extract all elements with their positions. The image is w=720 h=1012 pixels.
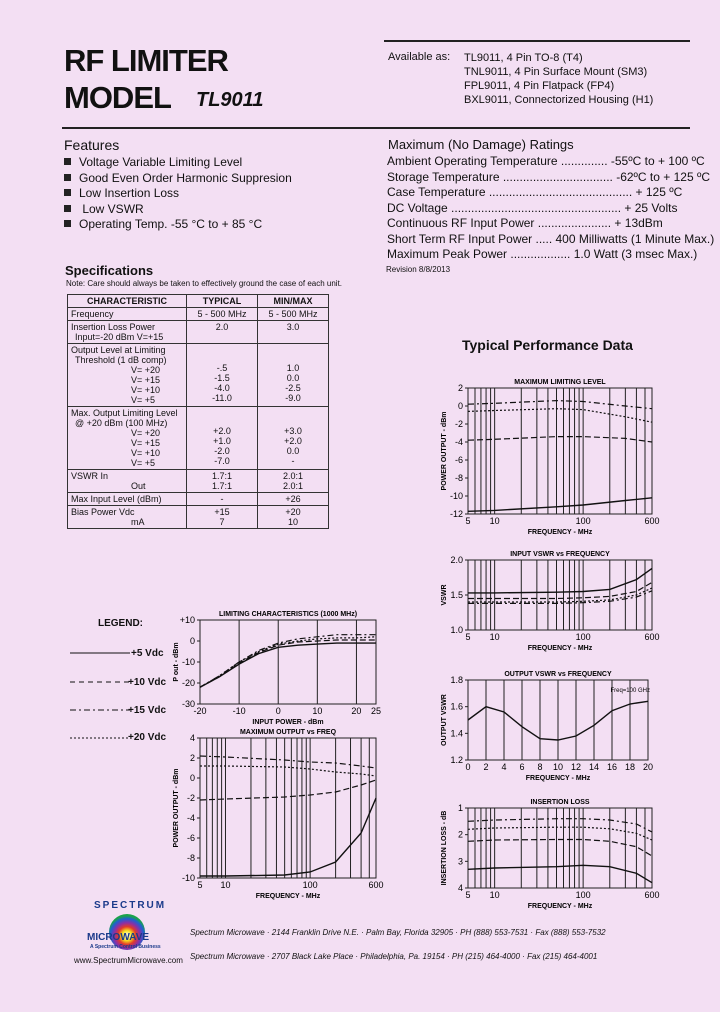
cell-line: Insertion Loss Power <box>71 322 156 332</box>
typical-cell <box>187 407 258 470</box>
chart-max-output-vs-freq <box>170 728 386 910</box>
y-tick-label: -6 <box>454 455 463 465</box>
cell-line: 10 <box>287 517 298 527</box>
cell-line: Out <box>131 481 146 491</box>
legend-heading: LEGEND: <box>98 618 143 629</box>
cell-line: -2.0 <box>214 446 230 456</box>
chart-insertion-loss <box>432 794 662 916</box>
plot-frame <box>468 560 652 630</box>
footer-website[interactable]: www.SpectrumMicrowave.com <box>74 956 183 965</box>
x-tick-label: 600 <box>368 880 384 890</box>
plot-frame <box>468 808 652 888</box>
x-tick-label: 100 <box>302 880 318 890</box>
cell-line <box>190 417 254 426</box>
x-tick-label: 10 <box>552 762 564 772</box>
characteristic-cell <box>68 506 187 529</box>
series-line-5Vdc <box>200 798 376 876</box>
series-line-10Vdc <box>468 840 652 857</box>
rating-item: Case Temperature ........................................... + 125 ºC <box>387 185 683 199</box>
cell-line: VSWR In <box>71 471 109 481</box>
cell-line: +3.0 <box>284 426 302 436</box>
y-tick-label: 2 <box>457 383 463 393</box>
x-tick-label: 100 <box>575 890 591 900</box>
y-tick-label: -10 <box>181 657 195 667</box>
cell-line: 1.7:1 <box>211 481 233 491</box>
x-tick-label: -10 <box>232 706 246 716</box>
x-tick-label: 8 <box>537 762 543 772</box>
cell-line: mA <box>131 517 145 527</box>
cell-line: - <box>291 456 295 466</box>
y-tick-label: 0 <box>457 401 463 411</box>
features-list <box>64 155 292 233</box>
cell-line: V= +20 <box>131 365 161 375</box>
series-line-10Vdc <box>468 582 652 598</box>
y-tick-label: 1.4 <box>450 728 463 739</box>
x-tick-label: 100 <box>575 516 591 526</box>
minmax-cell <box>258 407 329 470</box>
cell-line <box>261 354 325 363</box>
ratings-list <box>387 154 715 263</box>
plot-frame <box>200 738 376 878</box>
chart-output-vswr <box>432 664 690 794</box>
cell-line: V= +5 <box>131 458 156 468</box>
y-tick-label: 1.8 <box>450 675 463 685</box>
cell-line: V= +10 <box>131 385 161 395</box>
y-tick-label: -10 <box>181 873 195 883</box>
table-row <box>68 321 329 344</box>
minmax-cell <box>258 506 329 529</box>
series-line-15Vdc <box>468 409 652 423</box>
minmax-cell <box>258 493 329 506</box>
y-tick-label: 3 <box>457 856 463 867</box>
y-tick-label: 1.5 <box>450 590 463 600</box>
header-rule <box>62 127 690 129</box>
feature-item: Voltage Variable Limiting Level <box>64 155 292 171</box>
typical-cell <box>187 493 258 506</box>
typical-cell <box>187 506 258 529</box>
x-tick-label: 600 <box>644 632 660 642</box>
legend-item: +5 Vdc <box>131 648 164 659</box>
feature-item: Good Even Order Harmonic Suppresion <box>64 171 292 187</box>
title-line1: RF LIMITER <box>64 43 228 78</box>
spec-table <box>67 294 329 529</box>
column-header: TYPICAL <box>187 295 258 308</box>
x-axis-label: FREQUENCY - MHz <box>527 903 593 910</box>
y-tick-label: 1.6 <box>450 701 463 712</box>
series-line-15Vdc <box>468 588 652 602</box>
cell-line: +20 <box>285 507 301 517</box>
x-tick-label: 0 <box>465 762 471 772</box>
y-tick-label: 0 <box>189 773 195 783</box>
cell-line: Output Level at Limiting <box>71 345 166 355</box>
logo-text-mid: MICROWAVE <box>87 932 150 943</box>
cell-line <box>261 408 325 417</box>
cell-line: Max. Output Limiting Level <box>71 408 178 418</box>
available-list <box>464 51 653 107</box>
feature-item: Low VSWR <box>64 202 292 218</box>
spec-note: Note: Care should always be taken to effectively ground the case of each unit. <box>66 279 343 288</box>
rating-item: Maximum Peak Power .................. 1.0 Watt (3 msec Max.) <box>387 247 698 261</box>
cell-line: +15 <box>214 507 230 517</box>
chart-title: LIMITING CHARACTERISTICS (1000 MHz) <box>218 611 358 618</box>
series-line-10Vdc <box>200 780 376 800</box>
y-tick-label: -6 <box>186 833 195 843</box>
logo-text-sub: A Spectrum Control Business <box>90 944 161 950</box>
series-line-5Vdc <box>468 498 652 512</box>
chart-max-limiting-level <box>432 374 662 540</box>
table-row <box>68 344 329 407</box>
available-item: FPL9011, 4 Pin Flatpack (FP4) <box>464 80 615 92</box>
chart-title: MAXIMUM OUTPUT vs FREQ <box>239 729 337 736</box>
feature-item: Operating Temp. -55 °C to + 85 °C <box>64 217 292 233</box>
y-tick-label: -4 <box>454 437 463 447</box>
legend <box>68 618 178 748</box>
footer-address-2: Spectrum Microwave · 2707 Black Lake Place · Philadelphia, Pa. 19154 · PH (215) 464-4000 · Fax (215) 464-4001 <box>190 952 598 961</box>
x-tick-label: 5 <box>465 632 471 642</box>
x-axis-label: FREQUENCY - MHz <box>527 645 593 652</box>
cell-line: Bias Power Vdc <box>71 507 135 517</box>
revision: Revision 8/8/2013 <box>386 265 451 274</box>
chart-title: INPUT VSWR vs FREQUENCY <box>510 551 610 558</box>
cell-line: -11.0 <box>212 393 232 403</box>
cell-line: 0.0 <box>286 446 300 456</box>
y-tick-label: 2 <box>457 829 463 840</box>
x-axis-label: FREQUENCY - MHz <box>255 893 321 900</box>
x-tick-label: -20 <box>193 706 207 716</box>
y-tick-label: -12 <box>449 509 463 519</box>
x-tick-label: 600 <box>644 516 660 526</box>
available-item: BXL9011, Connectorized Housing (H1) <box>464 94 654 106</box>
y-tick-label: -30 <box>181 699 195 709</box>
x-tick-label: 5 <box>465 516 471 526</box>
cell-line <box>261 417 325 426</box>
x-tick-label: 0 <box>275 706 281 716</box>
y-tick-label: +10 <box>179 615 195 625</box>
rating-item: Continuous RF Input Power ...................... + 13dBm <box>387 216 663 230</box>
cell-line: 2.0:1 <box>282 481 304 491</box>
y-tick-label: 4 <box>189 733 195 743</box>
y-axis-label: P out - dBm <box>173 642 180 682</box>
cell-line: Input=-20 dBm V=+15 <box>75 332 164 342</box>
x-tick-label: 6 <box>519 762 525 772</box>
ratings-heading: Maximum (No Damage) Ratings <box>388 137 574 152</box>
plot-frame <box>468 388 652 514</box>
y-axis-label: OUTPUT VSWR <box>441 694 448 746</box>
cell-line: - <box>220 494 224 504</box>
rating-item: DC Voltage ................................................... + 25 Volts <box>387 200 678 215</box>
series-line-20Vdc <box>200 756 376 768</box>
y-tick-label: 2 <box>189 753 195 763</box>
y-tick-label: 1.0 <box>450 625 463 635</box>
legend-item: +20 Vdc <box>128 732 167 743</box>
y-tick-label: -8 <box>186 853 195 863</box>
cell-line: 1.7:1 <box>211 471 233 481</box>
y-tick-label: 1.2 <box>450 755 463 765</box>
table-header-row <box>68 295 329 308</box>
series-line-15Vdc <box>200 766 376 776</box>
cell-line: -1.5 <box>214 373 230 383</box>
x-tick-label: 4 <box>501 762 507 772</box>
cell-line: 0.0 <box>286 373 300 383</box>
table-row <box>68 506 329 529</box>
table-row <box>68 407 329 470</box>
cell-line: V= +5 <box>131 395 156 405</box>
characteristic-cell <box>68 344 187 407</box>
cell-line: V= +15 <box>131 438 161 448</box>
x-tick-label: 100 <box>575 632 591 642</box>
series-line-20Vdc <box>468 819 652 832</box>
cell-line: V= +15 <box>131 375 161 385</box>
y-tick-label: -2 <box>454 419 463 429</box>
cell-line: Max Input Level (dBm) <box>71 494 162 504</box>
x-tick-label: 10 <box>489 632 500 642</box>
y-tick-label: 2.0 <box>450 555 463 565</box>
cell-line: +2.0 <box>284 436 302 446</box>
y-tick-label: 4 <box>457 883 463 893</box>
y-tick-label: -2 <box>186 793 195 803</box>
x-tick-label: 16 <box>606 762 618 772</box>
table-row <box>68 493 329 506</box>
cell-line <box>190 354 254 363</box>
model-number: TL9011 <box>196 89 264 111</box>
x-axis-label: INPUT POWER - dBm <box>252 719 324 726</box>
x-tick-label: 10 <box>312 706 323 716</box>
x-tick-label: 10 <box>489 890 500 900</box>
chart-title: OUTPUT VSWR vs FREQUENCY <box>504 671 612 678</box>
series-line-20Vdc <box>468 401 652 409</box>
series-line-10Vdc <box>468 437 652 442</box>
rating-item: Ambient Operating Temperature .............. -55ºC to + 100 ºC <box>387 154 705 168</box>
cell-line: V= +20 <box>131 428 161 438</box>
y-tick-label: 0 <box>189 636 195 646</box>
legend-item: +15 Vdc <box>128 705 167 716</box>
x-tick-label: 20 <box>642 762 654 772</box>
top-rule <box>384 40 690 42</box>
x-tick-label: 10 <box>220 880 231 890</box>
x-tick-label: 14 <box>588 762 600 772</box>
cell-line: Threshold (1 dB comp) <box>75 355 167 365</box>
cell-line: 2.0:1 <box>282 471 304 481</box>
x-tick-label: 5 <box>465 890 471 900</box>
cell-line: V= +10 <box>131 448 161 458</box>
available-item: TL9011, 4 Pin TO-8 (T4) <box>464 52 583 64</box>
y-axis-label: INSERTION LOSS - dB <box>441 810 448 886</box>
x-tick-label: 18 <box>624 762 636 772</box>
y-tick-label: -10 <box>449 491 463 501</box>
typical-cell <box>187 308 258 321</box>
specifications-heading: Specifications <box>65 263 154 278</box>
x-axis-label: FREQUENCY - MHz <box>525 775 591 782</box>
series-line-15Vdc <box>200 637 376 687</box>
typical-cell <box>187 344 258 407</box>
series-line-10Vdc <box>200 640 376 687</box>
table-row <box>68 470 329 493</box>
chart-title: INSERTION LOSS <box>530 799 590 806</box>
cell-line: -7.0 <box>214 456 230 466</box>
logo-text-top: SPECTRUM <box>94 900 167 911</box>
y-axis-label: POWER OUTPUT - dBm <box>173 768 180 848</box>
company-logo <box>82 902 172 954</box>
cell-line: +1.0 <box>213 436 231 446</box>
minmax-cell <box>258 321 329 344</box>
x-tick-label: 20 <box>351 706 362 716</box>
cell-line: +2.0 <box>213 426 231 436</box>
x-tick-label: 25 <box>370 706 382 716</box>
cell-line: -9.0 <box>285 393 301 403</box>
cell-line: 3.0 <box>286 322 300 332</box>
cell-line: -4.0 <box>214 383 230 393</box>
characteristic-cell <box>68 470 187 493</box>
y-tick-label: -8 <box>454 473 463 483</box>
x-tick-label: 10 <box>489 516 500 526</box>
cell-line: 5 - 500 MHz <box>197 309 247 319</box>
footer-address-1: Spectrum Microwave · 2144 Franklin Drive N.E. · Palm Bay, Florida 32905 · PH (888) 553-7531 · Fax (888) 553-7532 <box>190 928 606 937</box>
rating-item: Short Term RF Input Power ..... 400 Milliwatts (1 Minute Max.) <box>387 231 715 246</box>
typical-heading: Typical Performance Data <box>462 337 633 353</box>
cell-line: 7 <box>219 517 225 527</box>
characteristic-cell <box>68 321 187 344</box>
cell-line: 5 - 500 MHz <box>268 309 318 319</box>
x-tick-label: 2 <box>483 762 489 772</box>
plot-frame <box>200 620 376 704</box>
cell-line: +26 <box>285 494 301 504</box>
x-tick-label: 12 <box>570 762 582 772</box>
characteristic-cell <box>68 493 187 506</box>
characteristic-cell <box>68 407 187 470</box>
cell-line: 2.0 <box>215 322 229 332</box>
available-item: TNL9011, 4 Pin Surface Mount (SM3) <box>464 66 648 78</box>
chart-input-vswr <box>432 548 662 656</box>
minmax-cell <box>258 470 329 493</box>
series-line-5Vdc <box>468 865 652 882</box>
series-line-5Vdc <box>468 568 652 593</box>
table-row <box>68 308 329 321</box>
feature-item: Low Insertion Loss <box>64 186 292 202</box>
minmax-cell <box>258 344 329 407</box>
series-line-15Vdc <box>468 827 652 840</box>
rating-item: Storage Temperature ................................. -62ºC to + 125 ºC <box>387 169 711 184</box>
cell-line: 1.0 <box>286 363 300 373</box>
typical-cell <box>187 321 258 344</box>
characteristic-cell <box>68 308 187 321</box>
y-tick-label: -4 <box>186 813 195 823</box>
cell-line <box>190 408 254 417</box>
x-tick-label: 5 <box>197 880 203 890</box>
y-tick-label: -20 <box>181 678 195 688</box>
cell-line: Frequency <box>71 309 114 319</box>
title-line2: MODEL <box>64 80 171 115</box>
chart-title: MAXIMUM LIMITING LEVEL <box>514 379 606 386</box>
features-heading: Features <box>64 137 120 153</box>
column-header: MIN/MAX <box>258 295 329 308</box>
chart-limiting-characteristics <box>170 610 386 728</box>
column-header: CHARACTERISTIC <box>68 295 187 308</box>
available-label: Available as: <box>388 51 451 63</box>
x-tick-label: 600 <box>644 890 660 900</box>
typical-cell <box>187 470 258 493</box>
cell-line <box>261 345 325 354</box>
cell-line: @ +20 dBm (100 MHz) <box>75 418 168 428</box>
y-axis-label: POWER OUTPUT - dBm <box>441 411 448 491</box>
series-line-5Vdc <box>200 643 376 687</box>
y-tick-label: 1 <box>457 803 463 813</box>
cell-line: -2.5 <box>285 383 301 393</box>
cell-line <box>190 345 254 354</box>
y-axis-label: VSWR <box>441 584 448 606</box>
legend-item: +10 Vdc <box>128 677 167 688</box>
x-axis-label: FREQUENCY - MHz <box>527 529 593 536</box>
minmax-cell <box>258 308 329 321</box>
chart-annotation: Freq=100 GHz <box>610 688 650 694</box>
cell-line: -.5 <box>216 363 228 373</box>
